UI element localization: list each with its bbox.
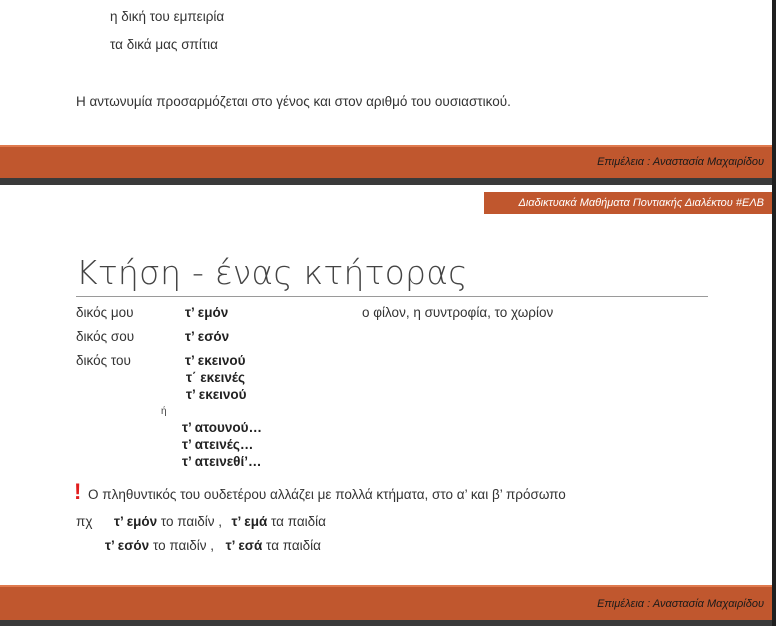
slide-footer [0,145,772,178]
example-text: τα παιδία [262,538,321,553]
pronoun-label: δικός μου [76,305,134,320]
example-form: τ’ εμά [231,514,268,529]
footer-credit: Επιμέλεια : Αναστασία Μαχαιρίδου [597,598,764,610]
example-form: τ’ εσά [225,538,263,553]
examples-text: ο φίλον, η συντροφία, το χωρίον [362,305,554,320]
pronoun-form: τ’ εμόν [185,305,229,320]
alt-form: τ’ ατεινεθί’… [182,454,262,469]
example-text: το παιδίν , [157,514,222,529]
current-slide [0,185,772,620]
pronoun-form: τ’ εκεινού [185,353,246,368]
pronoun-form: τ΄ εκεινές [186,370,245,385]
example-form: τ’ εσόν [105,538,150,553]
slide-footer [0,585,772,620]
example-line [76,515,326,529]
slide-text-line: τα δικά μας σπίτια [110,37,218,52]
example-line [105,539,321,553]
alt-form: τ’ ατουνού… [182,420,262,435]
plural-note: Ο πληθυντικός του ουδετέρου αλλάζει με πολλά κτήματα, στο α’ και β’ πρόσωπο [88,487,566,502]
pronoun-form: τ’ εσόν [185,329,230,344]
alt-form: τ’ ατεινές… [182,437,254,452]
example-prefix: πχ [76,514,93,529]
example-text: το παιδίν , [149,538,215,553]
footer-credit: Επιμέλεια : Αναστασία Μαχαιρίδου [597,156,764,168]
example-text: τα παιδία [267,514,326,529]
pronoun-label: δικός του [76,353,131,368]
example-form: τ’ εμόν [113,514,158,529]
title-divider [76,296,708,297]
slide-rule-text: Η αντωνυμία προσαρμόζεται στο γένος και στον αριθμό του ουσιαστικού. [76,94,511,109]
footer-stripe [0,585,772,587]
scrollbar[interactable] [772,0,776,626]
pronoun-form: τ’ εκεινού [186,387,247,402]
previous-slide [0,0,772,178]
slide-title: Κτήση - ένας κτήτορας [76,253,468,292]
course-header-tag: Διαδικτυακά Μαθήματα Ποντιακής Διαλέκτου #ΕΛΒ [484,192,772,214]
slide-text-line: η δική του εμπειρία [110,9,225,24]
warning-mark-icon: ! [74,479,82,504]
pronoun-label: δικός σου [76,329,135,344]
footer-stripe [0,145,772,147]
or-label: ή [161,406,167,417]
